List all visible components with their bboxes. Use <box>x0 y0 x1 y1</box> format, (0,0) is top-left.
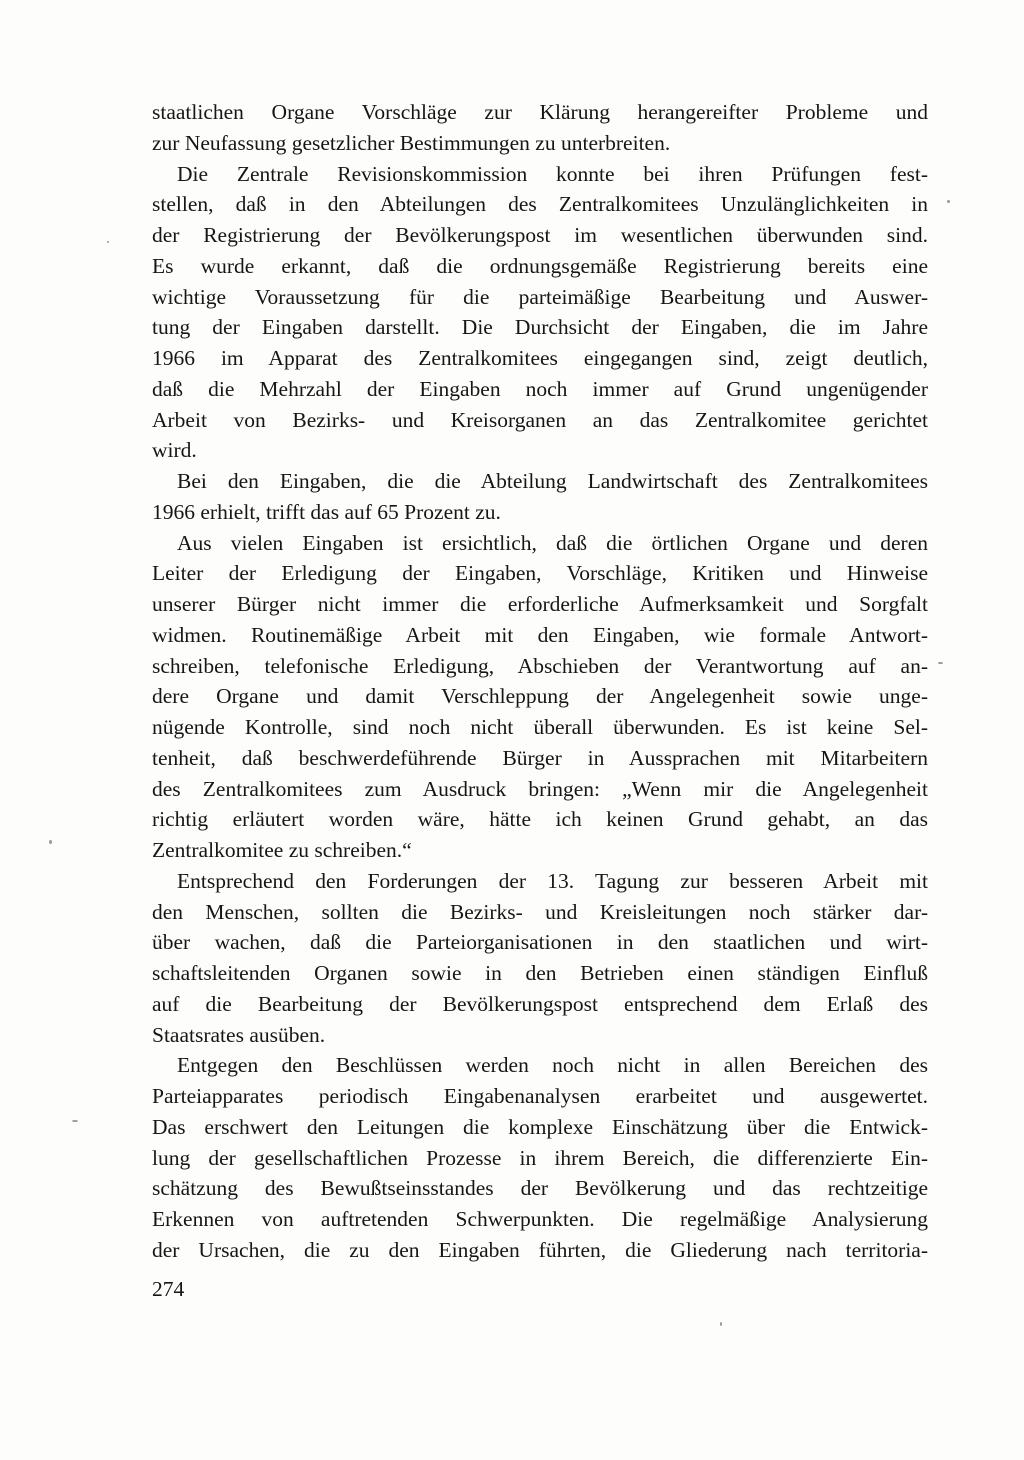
text-line: der Registrierung der Bevölkerungspost im wesentlichen überwunden sind. <box>152 223 928 247</box>
text-line: wichtige Voraussetzung für die parteimäßige Bearbeitung und Auswer- <box>152 284 928 309</box>
text-line: Erkennen von auftretenden Schwerpunkten. Die regelmäßige Analysierung <box>152 1207 928 1231</box>
text-line: nügende Kontrolle, sind noch nicht überall überwunden. Es ist keine Sel- <box>152 715 928 739</box>
text-line: Entgegen den Beschlüssen werden noch nicht in allen Bereichen des <box>177 1053 928 1078</box>
text-line: unserer Bürger nicht immer die erforderliche Aufmerksamkeit und Sorgfalt <box>152 592 928 616</box>
scan-speck <box>49 840 52 844</box>
text-line: den Menschen, sollten die Bezirks- und Kreisleitungen noch stärker dar- <box>152 899 928 924</box>
text-line: 1966 erhielt, trifft das auf 65 Prozent zu. <box>152 499 501 524</box>
page-number: 274 <box>152 1277 185 1301</box>
text-line: schreiben, telefonische Erledigung, Abschieben der Verantwortung auf an- <box>152 653 928 678</box>
text-line: Es wurde erkannt, daß die ordnungsgemäße Registrierung bereits eine <box>152 253 928 278</box>
scan-speck <box>947 200 950 203</box>
text-line: auf die Bearbeitung der Bevölkerungspost entsprechend dem Erlaß des <box>152 991 928 1016</box>
scan-speck <box>72 1120 78 1122</box>
text-line: Entsprechend den Forderungen der 13. Tagung zur besseren Arbeit mit <box>177 868 928 893</box>
text-line: lung der gesellschaftlichen Prozesse in ihrem Bereich, die differenzierte Ein- <box>152 1145 928 1170</box>
text-line: zur Neufassung gesetzlicher Bestimmungen zu unterbreiten. <box>152 130 671 155</box>
text-line: daß die Mehrzahl der Eingaben noch immer auf Grund ungenügender <box>152 376 928 401</box>
scan-speck <box>107 241 109 243</box>
text-line: Bei den Eingaben, die die Abteilung Landwirtschaft des Zentralkomitees <box>177 469 928 493</box>
text-line: dere Organe und damit Verschleppung der Angelegenheit sowie unge- <box>152 684 928 709</box>
text-line: tenheit, daß beschwerdeführende Bürger in Aussprachen mit Mitarbeitern <box>152 745 928 770</box>
text-line: schaftsleitenden Organen sowie in den Betrieben einen ständigen Einfluß <box>152 961 928 985</box>
text-line: Zentralkomitee zu schreiben.“ <box>152 838 412 862</box>
text-line: Arbeit von Bezirks- und Kreisorganen an das Zentralkomitee gerichtet <box>152 407 928 432</box>
text-line: staatlichen Organe Vorschläge zur Klärung herangereifter Probleme und <box>152 100 928 124</box>
text-line: richtig erläutert worden wäre, hätte ich keinen Grund gehabt, an das <box>152 807 928 832</box>
text-line: Aus vielen Eingaben ist ersichtlich, daß die örtlichen Organe und deren <box>177 530 928 555</box>
text-line: Das erschwert den Leitungen die komplexe Einschätzung über die Entwick- <box>152 1114 928 1139</box>
text-line: Leiter der Erledigung der Eingaben, Vorschläge, Kritiken und Hinweise <box>152 561 928 586</box>
text-line: Staatsrates ausüben. <box>152 1022 326 1047</box>
text-line: über wachen, daß die Parteiorganisationen in den staatlichen und wirt- <box>152 930 928 955</box>
text-line: stellen, daß in den Abteilungen des Zentralkomitees Unzulänglichkeiten in <box>152 192 928 217</box>
text-line: der Ursachen, die zu den Eingaben führten, die Gliederung nach territoria- <box>152 1237 928 1262</box>
scan-speck <box>720 1322 722 1326</box>
text-line: des Zentralkomitees zum Ausdruck bringen: „Wenn mir die Angelegenheit <box>152 776 928 801</box>
text-line: wird. <box>152 438 197 463</box>
text-line: schätzung des Bewußtseinsstandes der Bevölkerung und das rechtzeitige <box>152 1176 928 1201</box>
text-line: tung der Eingaben darstellt. Die Durchsicht der Eingaben, die im Jahre <box>152 315 928 340</box>
text-line: 1966 im Apparat des Zentralkomitees eingegangen sind, zeigt deutlich, <box>152 346 928 370</box>
text-line: Parteiapparates periodisch Eingabenanalysen erarbeitet und ausgewertet. <box>152 1084 928 1108</box>
text-line: widmen. Routinemäßige Arbeit mit den Eingaben, wie formale Antwort- <box>152 622 928 647</box>
text-line: Die Zentrale Revisionskommission konnte bei ihren Prüfungen fest- <box>177 161 928 186</box>
body-text <box>152 97 928 1266</box>
scan-speck <box>938 662 943 664</box>
